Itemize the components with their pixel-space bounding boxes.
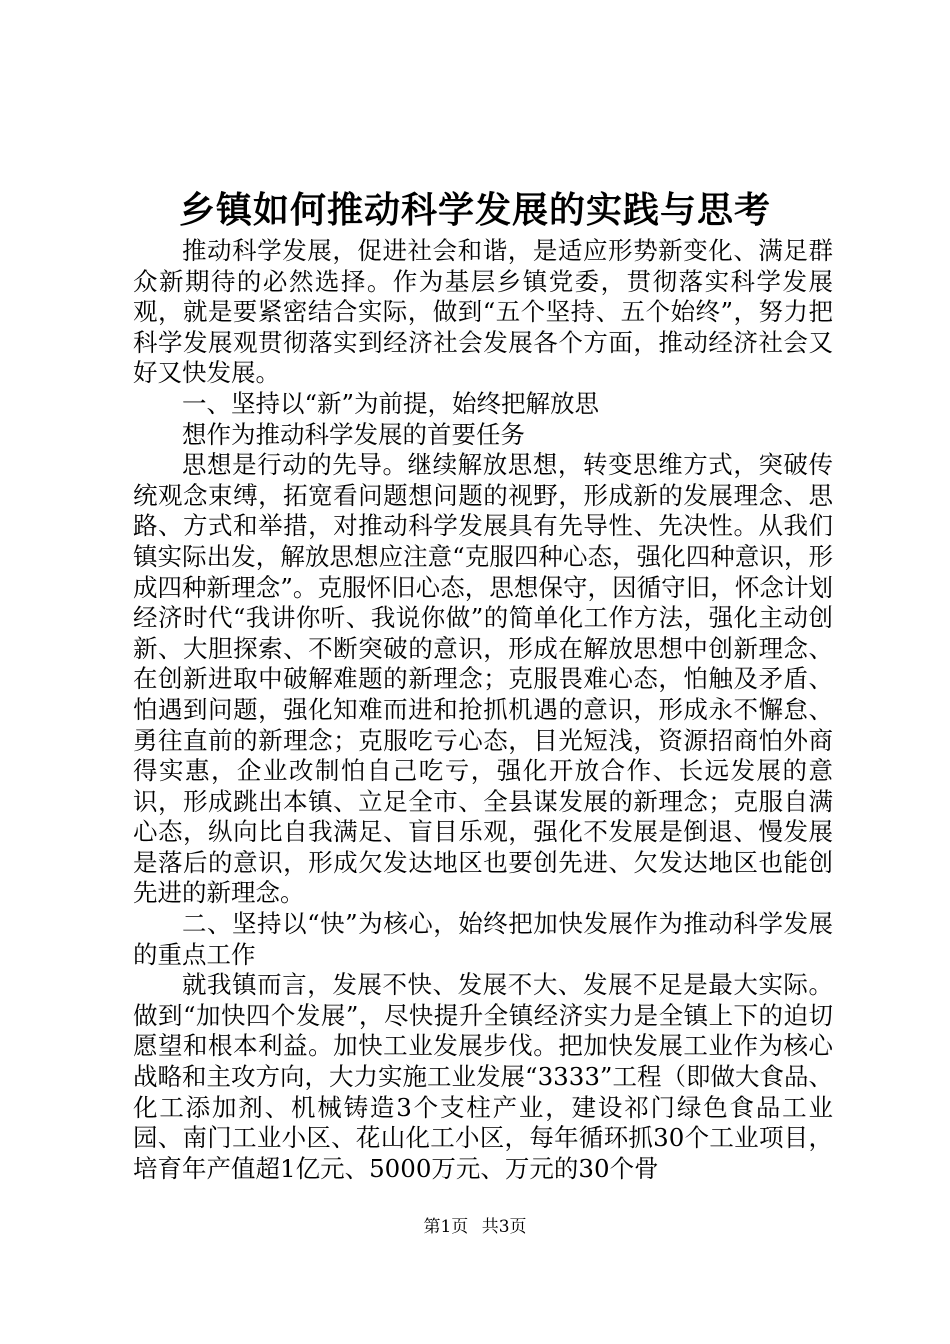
page-total: 共3页	[481, 1217, 527, 1237]
section-heading-2: 二、坚持以“快”为核心，始终把加快发展作为推动科学发展的重点工作	[133, 909, 833, 969]
page-number: 第1页	[423, 1217, 469, 1237]
paragraph-section-2: 就我镇而言，发展不快、发展不大、发展不足是最大实际。做到“加快四个发展”，尽快提升全镇经济实力是全镇上下的迫切愿望和根本利益。加快工业发展步伐。把加快发展工业作为核心战略和主攻方向，大力实施工业发展“3333”工程（即做大食品、化工添加剂、机械铸造3个支柱产业，建设祁门绿色食品工业园、南门工业小区、花山化工小区，每年循环抓30个工业项目，培育年产值超1亿元、5000万元、万元的30个骨	[133, 970, 833, 1183]
page-footer	[0, 1216, 950, 1238]
document-title: 乡镇如何推动科学发展的实践与思考	[178, 189, 771, 231]
section-heading-1-continued: 想作为推动科学发展的首要任务	[182, 419, 525, 449]
paragraph-section-1: 思想是行动的先导。继续解放思想，转变思维方式，突破传统观念束缚，拓宽看问题想问题的视野，形成新的发展理念、思路、方式和举措，对推动科学发展具有先导性、先决性。从我们镇实际出发，解放思想应注意“克服四种心态，强化四种意识，形成四种新理念”。克服怀旧心态，思想保守，因循守旧，怀念计划经济时代“我讲你听、我说你做”的简单化工作方法，强化主动创新、大胆探索、不断突破的意识，形成在解放思想中创新理念、在创新进取中破解难题的新理念；克服畏难心态，怕触及矛盾、怕遇到问题，强化知难而进和抢抓机遇的意识，形成永不懈怠、勇往直前的新理念；克服吃亏心态，目光短浅，资源招商怕外商得实惠，企业改制怕自己吃亏，强化开放合作、长远发展的意识，形成跳出本镇、立足全市、全县谋发展的新理念；克服自满心态，纵向比自我满足、盲目乐观，强化不发展是倒退、慢发展是落后的意识，形成欠发达地区也要创先进、欠发达地区也能创先进的新理念。	[133, 450, 833, 908]
document-body	[133, 236, 833, 1184]
section-heading-1: 一、坚持以“新”为前提，始终把解放思	[182, 388, 600, 418]
paragraph-intro: 推动科学发展，促进社会和谐，是适应形势新变化、满足群众新期待的必然选择。作为基层乡镇党委，贯彻落实科学发展观，就是要紧密结合实际，做到“五个坚持、五个始终”，努力把科学发展观贯彻落实到经济社会发展各个方面，推动经济社会又好又快发展。	[133, 236, 833, 388]
